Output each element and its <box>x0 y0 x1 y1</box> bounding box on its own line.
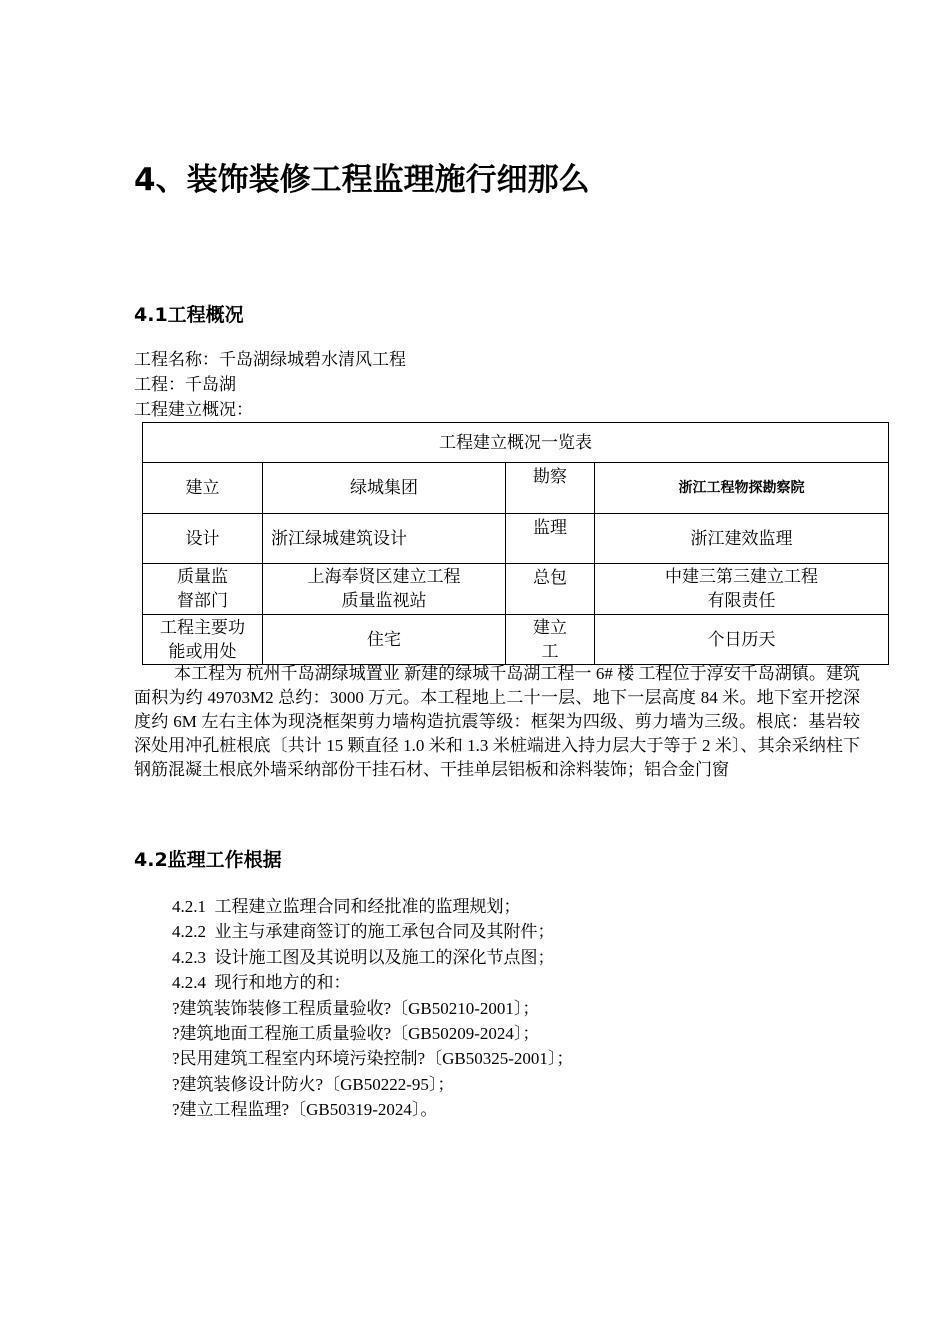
table-cell: 住宅 <box>263 615 506 665</box>
list-item: 4.2.1 工程建立监理合同和经批准的监理规划； <box>172 897 521 916</box>
section-heading-basis: 4.2监理工作根据 <box>134 849 282 871</box>
table-cell: 绿城集团 <box>263 463 506 514</box>
page-title: 4、装饰装修工程监理施行细那么 <box>134 162 590 198</box>
list-item: ?民用建筑工程室内环境污染控制?〔GB50325-2001〕； <box>172 1049 574 1069</box>
table-cell: 上海奉贤区建立工程 质量监视站 <box>263 564 506 615</box>
table-row <box>143 564 889 615</box>
table-row <box>143 463 889 514</box>
table-row <box>143 514 889 564</box>
project-location-line: 工程：千岛湖 <box>134 375 236 394</box>
table-cell: 总包 <box>506 564 595 615</box>
table-cell: 浙江建效监理 <box>595 514 889 564</box>
project-overview-table <box>142 422 889 665</box>
project-description-paragraph: 本工程为 杭州千岛湖绿城置业 新建的绿城千岛湖工程一 6# 楼 工程位于淳安千岛湖镇。建筑面积为约 49703M2 总约：3000 万元。本工程地上二十一层、地下一层高度 84 米。地下室开挖深度约 6M 左右主体为现浇框架剪力墙构造抗震等级：框架为四级、剪力墙为三级。根底：基岩较深处用冲孔桩根底〔共计 15 颗直径 1.0 米和 1.3 米桩端进入持力层大于等于 2 米〕、其余采纳柱下钢筋混凝土根底外墙采纳部份干挂石材、干挂单层铝板和涂料装饰；铝合金门窗 <box>134 664 860 779</box>
project-overview-label: 工程建立概况： <box>134 400 253 419</box>
table-cell: 浙江工程物探勘察院 <box>595 463 889 514</box>
table-cell: 建立 <box>143 463 263 514</box>
table-cell: 工程主要功 能或用处 <box>143 615 263 665</box>
table-cell: 设计 <box>143 514 263 564</box>
table-cell: 建立 工 <box>506 615 595 665</box>
project-name-line: 工程名称：千岛湖绿城碧水清风工程 <box>134 350 406 369</box>
list-item: 4.2.4 现行和地方的和： <box>172 973 351 993</box>
list-item: 4.2.3 设计施工图及其说明以及施工的深化节点图； <box>172 947 555 967</box>
table-row <box>143 615 889 665</box>
table-cell: 监理 <box>506 514 595 564</box>
table-caption: 工程建立概况一览表 <box>143 423 889 463</box>
supervision-basis-list <box>172 894 573 1123</box>
table-cell: 质量监 督部门 <box>143 564 263 615</box>
list-item: ?建筑装修设计防火?〔GB50222-95〕； <box>172 1074 455 1094</box>
section-heading-overview: 4.1工程概况 <box>134 304 244 326</box>
list-item: 4.2.2 业主与承建商签订的施工承包合同及其附件； <box>172 922 555 942</box>
list-item: ?建筑地面工程施工质量验收?〔GB50209-2024〕； <box>172 1024 540 1044</box>
table-cell: 个日历天 <box>595 615 889 665</box>
table-cell: 浙江绿城建筑设计 <box>263 514 506 564</box>
list-item: ?建立工程监理?〔GB50319-2024〕。 <box>172 1100 438 1120</box>
list-item: ?建筑装饰装修工程质量验收?〔GB50210-2001〕； <box>172 998 540 1018</box>
table-cell: 中建三第三建立工程 有限责任 <box>595 564 889 615</box>
table-cell: 勘察 <box>506 463 595 514</box>
table-caption-row <box>143 423 889 463</box>
